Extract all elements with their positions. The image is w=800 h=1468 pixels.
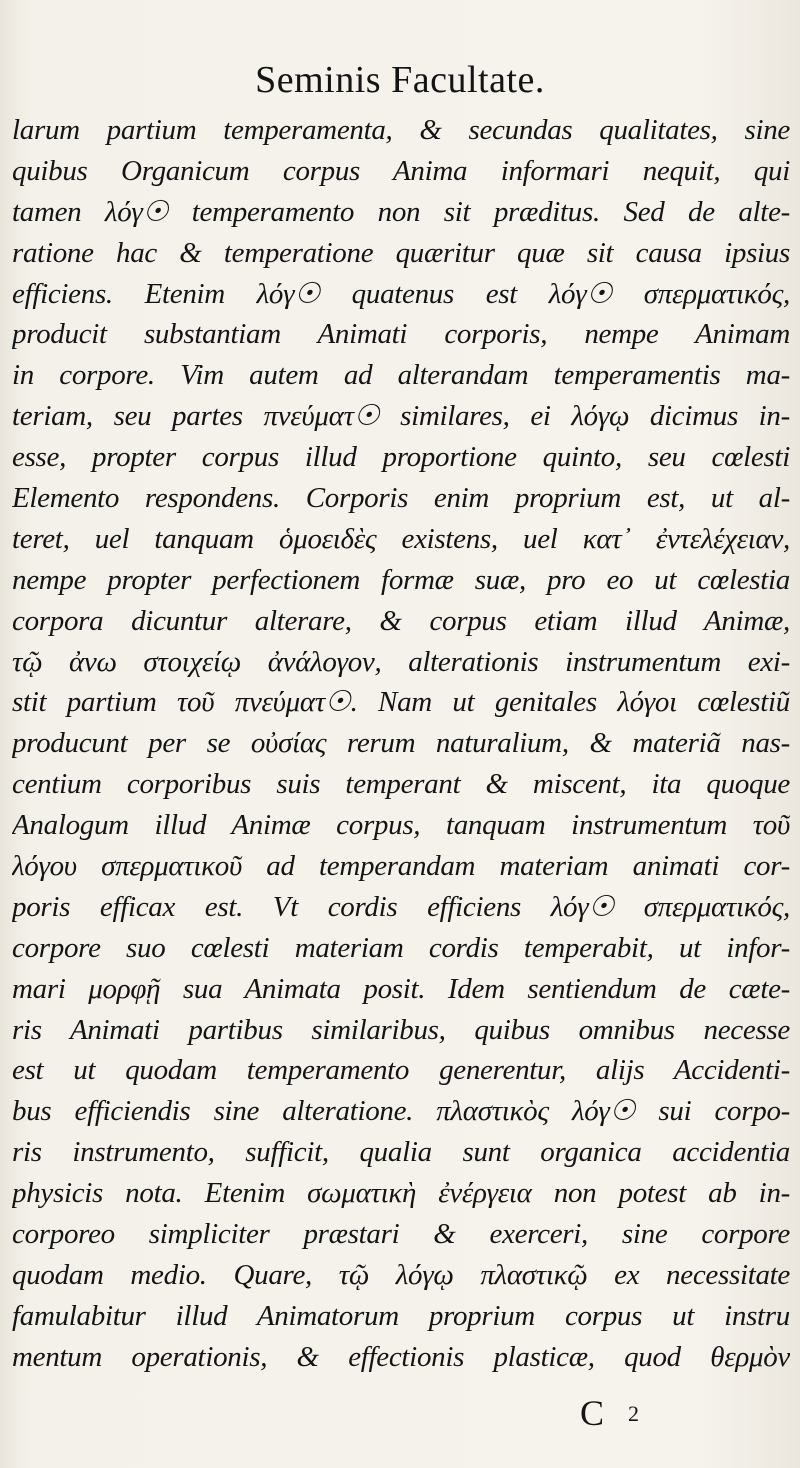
text-line: quodam medio. Quare, τῷ λόγῳ πλαστικῷ ex necessitate bbox=[12, 1258, 790, 1291]
text-line: quibus Organicum corpus Anima informari nequit, qui bbox=[12, 154, 790, 187]
text-line: esse, propter corpus illud proportione quinto, seu cœlesti bbox=[12, 441, 790, 474]
text-line: stit partium τοῦ πνεύματ☉. Nam ut genitales λόγοι cœlestiũ bbox=[12, 686, 790, 719]
text-line: bus efficiendis sine alteratione. πλαστικὸς λόγ☉ sui corpo- bbox=[12, 1095, 790, 1128]
text-line: ratione hac & temperatione quæritur quæ sit causa ipsius bbox=[12, 236, 790, 269]
text-line: corporeo simpliciter præstari & exerceri, sine corpore bbox=[12, 1218, 790, 1251]
text-line: producit substantiam Animati corporis, nempe Animam bbox=[12, 318, 790, 351]
text-line: nempe propter perfectionem formæ suæ, pro eo ut cœlestia bbox=[12, 563, 790, 596]
text-line: teret, uel tanquam ὁμοειδὲς existens, uel κατ᾽ ἐντελέχειαν, bbox=[12, 522, 790, 555]
signature-number: 2 bbox=[628, 1401, 640, 1426]
text-line: mentum operationis, & effectionis plasticæ, quod θερμὸν bbox=[12, 1340, 790, 1373]
text-line: Elemento respondens. Corporis enim proprium est, ut al- bbox=[12, 482, 790, 515]
text-line: larum partium temperamenta, & secundas qualitates, sine bbox=[12, 114, 790, 146]
text-line: τῷ ἀνω στοιχείῳ ἀνάλογον, alterationis instrumentum exi- bbox=[12, 645, 790, 678]
text-line: teriam, seu partes πνεύματ☉ similares, ei λόγῳ dicimus in- bbox=[12, 400, 790, 433]
text-line: corpora dicuntur alterare, & corpus etiam illud Animæ, bbox=[12, 604, 790, 637]
text-line: in corpore. Vim autem ad alterandam temperamentis ma- bbox=[12, 359, 790, 392]
text-line: λόγου σπερματικοῦ ad temperandam materiam animati cor- bbox=[12, 850, 790, 883]
text-line: poris efficax est. Vt cordis efficiens λόγ☉ σπερματικός, bbox=[12, 890, 790, 923]
text-line: producunt per se οὐσίας rerum naturalium, & materiã nas- bbox=[12, 727, 790, 760]
text-line: ris instrumento, sufficit, qualia sunt organica accidentia bbox=[12, 1136, 790, 1169]
text-line: efficiens. Etenim λόγ☉ quatenus est λόγ☉ σπερματικός, bbox=[12, 277, 790, 310]
text-line: est ut quodam temperamento generentur, alijs Accidenti- bbox=[12, 1054, 790, 1087]
signature-mark bbox=[580, 1392, 639, 1434]
text-line: Analogum illud Animæ corpus, tanquam instrumentum τοῦ bbox=[12, 809, 790, 842]
text-line: famulabitur illud Animatorum proprium corpus ut instru bbox=[12, 1299, 790, 1332]
text-line: centium corporibus suis temperant & miscent, ita quoque bbox=[12, 768, 790, 801]
text-line: corpore suo cœlesti materiam cordis temperabit, ut infor- bbox=[12, 931, 790, 964]
text-line: physicis nota. Etenim σωματικὴ ἐνέργεια non potest ab in- bbox=[12, 1177, 790, 1210]
body-text bbox=[12, 110, 790, 1378]
running-head: Seminis Facultate. bbox=[255, 59, 545, 101]
text-line: tamen λόγ☉ temperamento non sit præditus. Sed de alte- bbox=[12, 195, 790, 228]
signature-letter: C bbox=[580, 1393, 605, 1433]
text-line: ris Animati partibus similaribus, quibus omnibus necesse bbox=[12, 1013, 790, 1046]
text-line: mari μορφῇ sua Animata posit. Idem sentiendum de cæte- bbox=[12, 972, 790, 1005]
